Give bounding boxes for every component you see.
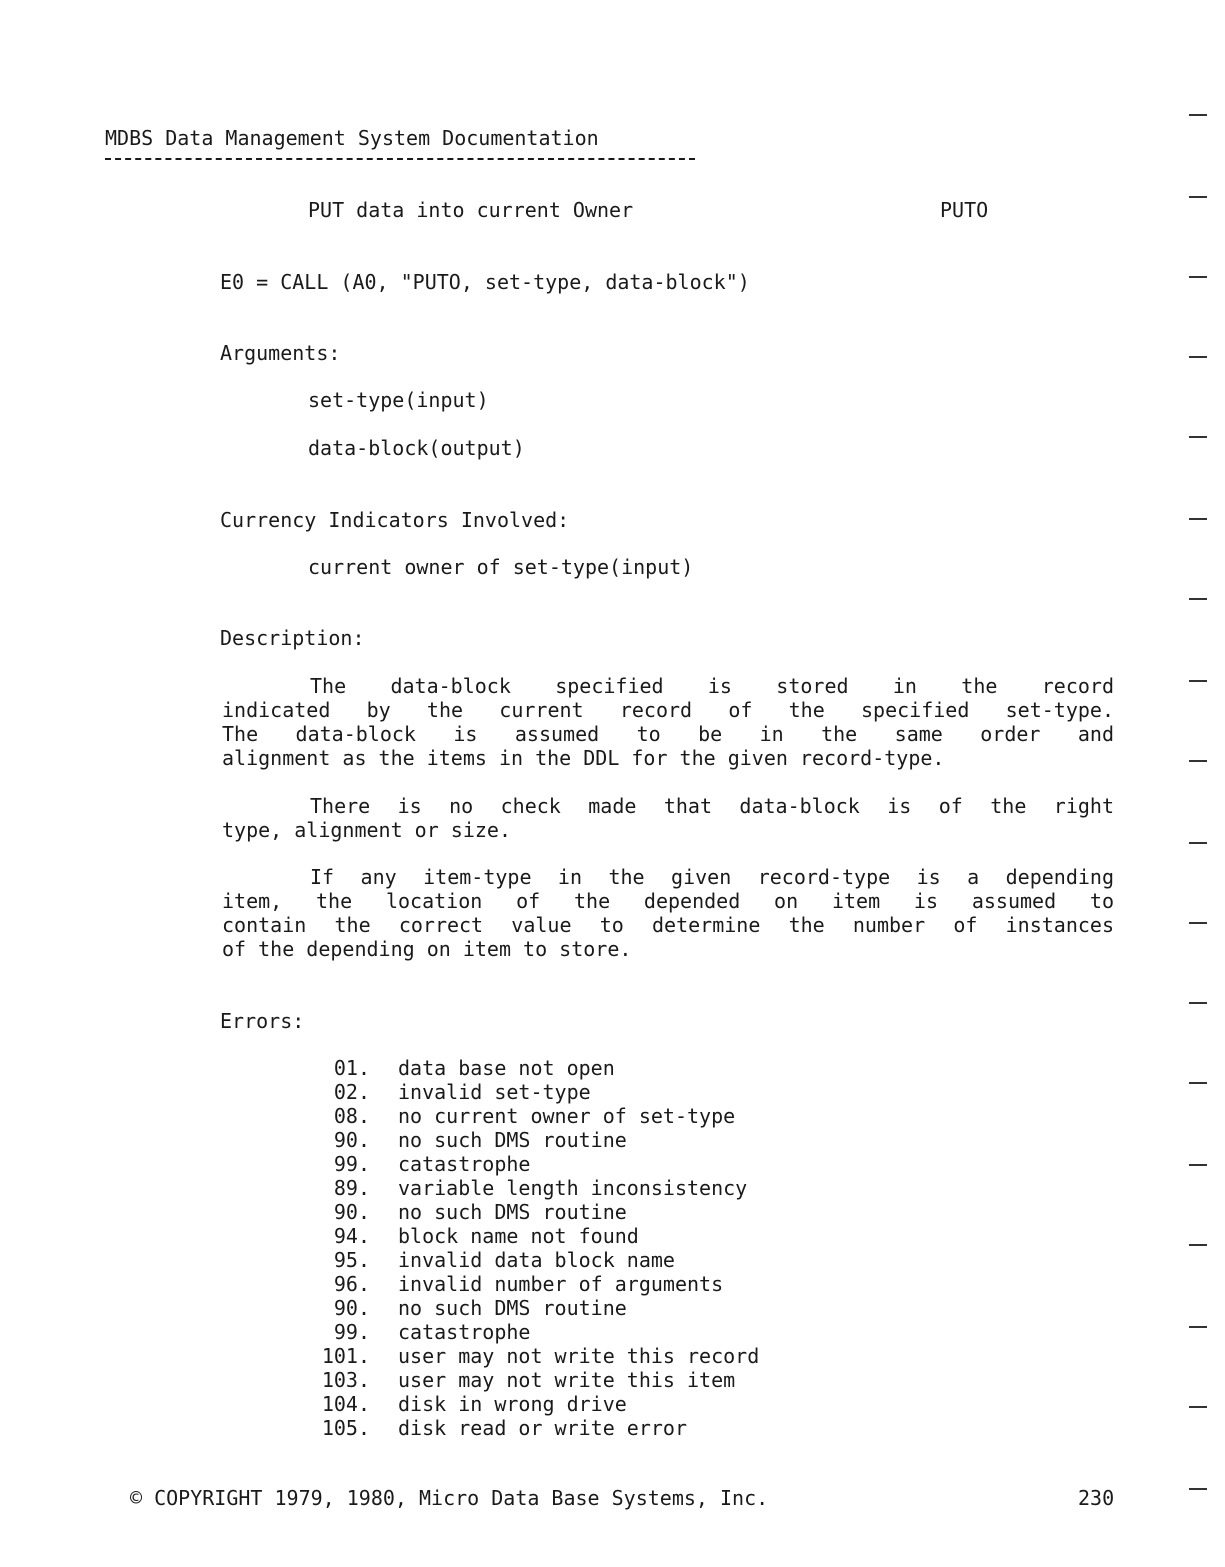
margin-tick	[1189, 1244, 1207, 1246]
routine-title: PUT data into current Owner	[308, 198, 634, 222]
margin-tick	[1189, 1082, 1207, 1084]
header-underline	[105, 158, 695, 160]
copyright-footer: © COPYRIGHT 1979, 1980, Micro Data Base Systems, Inc.	[130, 1486, 769, 1510]
description-line: If any item-type in the given record-type is a depending	[310, 865, 1114, 889]
errors-heading: Errors:	[220, 1009, 305, 1033]
margin-tick	[1189, 1002, 1207, 1004]
description-line: The data-block specified is stored in the record	[310, 674, 1114, 698]
margin-tick	[1189, 1164, 1207, 1166]
margin-tick	[1189, 680, 1207, 682]
error-row	[300, 1416, 759, 1440]
description-line: type, alignment or size.	[222, 818, 511, 842]
error-row	[300, 1320, 759, 1344]
error-row	[300, 1296, 759, 1320]
error-message: disk read or write error	[398, 1416, 687, 1440]
margin-tick	[1189, 1488, 1207, 1490]
error-code: 103.	[321, 1368, 370, 1392]
error-code: 90.	[333, 1296, 370, 1320]
error-message: invalid number of arguments	[398, 1272, 724, 1296]
description-heading: Description:	[220, 626, 365, 650]
description-line: of the depending on item to store.	[222, 937, 632, 961]
error-message: no such DMS routine	[398, 1296, 627, 1320]
error-code: 89.	[333, 1176, 370, 1200]
error-row	[300, 1176, 759, 1200]
margin-tick	[1189, 1406, 1207, 1408]
error-code: 99.	[333, 1152, 370, 1176]
description-line: There is no check made that data-block is of the right	[310, 794, 1114, 818]
margin-tick	[1189, 276, 1207, 278]
currency-item: current owner of set-type(input)	[308, 555, 694, 579]
margin-tick	[1189, 114, 1207, 116]
error-message: no such DMS routine	[398, 1200, 627, 1224]
description-line: item, the location of the depended on item is assumed to	[222, 889, 1114, 913]
error-code: 01.	[333, 1056, 370, 1080]
error-row	[300, 1056, 759, 1080]
arguments-heading: Arguments:	[220, 341, 341, 365]
error-row	[300, 1224, 759, 1248]
description-line: contain the correct value to determine the number of instances	[222, 913, 1114, 937]
error-row	[300, 1248, 759, 1272]
argument-item: data-block(output)	[308, 436, 525, 460]
call-syntax: E0 = CALL (A0, "PUTO, set-type, data-block")	[220, 270, 750, 294]
error-message: no such DMS routine	[398, 1128, 627, 1152]
error-message: block name not found	[398, 1224, 639, 1248]
margin-tick	[1189, 922, 1207, 924]
margin-tick	[1189, 842, 1207, 844]
description-paragraph	[222, 865, 1114, 961]
error-code: 94.	[333, 1224, 370, 1248]
error-message: variable length inconsistency	[398, 1176, 748, 1200]
errors-list	[300, 1056, 759, 1440]
error-code: 95.	[333, 1248, 370, 1272]
error-row	[300, 1392, 759, 1416]
error-code: 104.	[321, 1392, 370, 1416]
argument-item: set-type(input)	[308, 388, 489, 412]
error-row	[300, 1200, 759, 1224]
error-code: 02.	[333, 1080, 370, 1104]
error-row	[300, 1080, 759, 1104]
page-header: MDBS Data Management System Documentation	[105, 126, 599, 150]
error-code: 90.	[333, 1128, 370, 1152]
error-row	[300, 1128, 759, 1152]
page-number: 230	[1078, 1486, 1115, 1510]
description-line: alignment as the items in the DDL for the given record-type.	[222, 746, 945, 770]
error-message: invalid data block name	[398, 1248, 675, 1272]
error-code: 99.	[333, 1320, 370, 1344]
error-code: 101.	[321, 1344, 370, 1368]
error-message: data base not open	[398, 1056, 615, 1080]
error-message: user may not write this record	[398, 1344, 760, 1368]
error-message: disk in wrong drive	[398, 1392, 627, 1416]
margin-tick	[1189, 436, 1207, 438]
error-message: catastrophe	[398, 1152, 531, 1176]
error-row	[300, 1272, 759, 1296]
error-message: catastrophe	[398, 1320, 531, 1344]
description-line: indicated by the current record of the specified set-type.	[222, 698, 1114, 722]
error-message: user may not write this item	[398, 1368, 736, 1392]
error-message: invalid set-type	[398, 1080, 591, 1104]
currency-heading: Currency Indicators Involved:	[220, 508, 570, 532]
error-row	[300, 1344, 759, 1368]
margin-tick	[1189, 196, 1207, 198]
error-message: no current owner of set-type	[398, 1104, 736, 1128]
routine-code: PUTO	[940, 198, 989, 222]
error-code: 96.	[333, 1272, 370, 1296]
error-code: 105.	[321, 1416, 370, 1440]
description-line: The data-block is assumed to be in the same order and	[222, 722, 1114, 746]
error-row	[300, 1152, 759, 1176]
error-row	[300, 1104, 759, 1128]
margin-tick	[1189, 518, 1207, 520]
margin-tick	[1189, 1326, 1207, 1328]
margin-tick	[1189, 598, 1207, 600]
error-code: 90.	[333, 1200, 370, 1224]
error-row	[300, 1368, 759, 1392]
margin-tick	[1189, 760, 1207, 762]
description-paragraph	[222, 674, 1114, 770]
margin-tick	[1189, 356, 1207, 358]
error-code: 08.	[333, 1104, 370, 1128]
description-paragraph	[222, 794, 1114, 842]
